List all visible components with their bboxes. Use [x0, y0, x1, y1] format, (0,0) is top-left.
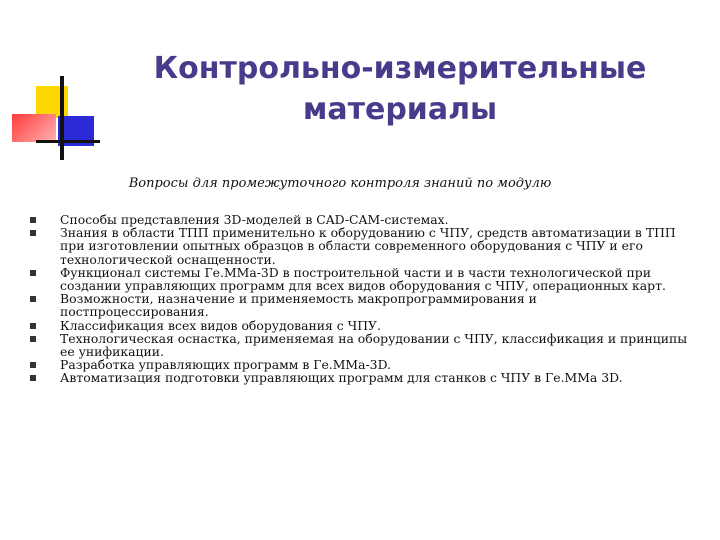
slide-title: Контрольно-измерительные материалы [153, 51, 647, 127]
slide-subtitle: Вопросы для промежуточного контроля знаний по модулю [128, 176, 552, 191]
vertical-line [60, 76, 64, 160]
bullet-square-icon [30, 375, 36, 381]
list-item [28, 332, 688, 358]
horizontal-line [36, 140, 100, 143]
bullet-square-icon [30, 336, 36, 342]
list-item [28, 266, 688, 292]
list-item-text: Знания в области ТПП применительно к оборудованию с ЧПУ, средств автоматизации в ТПП при изготовлении опытных образцов в области современного оборудования с ЧПУ и его технологической оснащенности. [60, 225, 676, 267]
list-item-text: Классификация всех видов оборудования с ЧПУ. [60, 317, 381, 333]
list-item-text: Функционал системы Ге.ММа-3D в построительной части и в части технологической при создании управляющих программ для всех видов оборудования с ЧПУ, операционных карт. [60, 264, 666, 294]
list-item-text: Разработка управляющих программ в Ге.ММа-3D. [60, 357, 391, 373]
list-item [28, 292, 688, 318]
list-item-text: Возможности, назначение и применяемость макропрограммирования и постпроцессирования. [60, 291, 537, 320]
list-item-text: Технологическая оснастка, применяемая на оборудовании с ЧПУ, классификация и принципы ее унификации. [60, 330, 688, 360]
bullet-square-icon [30, 270, 36, 276]
bullet-square-icon [30, 362, 36, 368]
bullet-square-icon [30, 323, 36, 329]
bullet-square-icon [30, 217, 36, 223]
list-item [28, 226, 688, 266]
red-square [12, 114, 56, 142]
bullet-square-icon [30, 296, 36, 302]
list-item [28, 371, 688, 384]
bullet-list [28, 213, 688, 385]
bullet-square-icon [30, 230, 36, 236]
list-item-text: Способы представления 3D-моделей в CAD-CAM-системах. [60, 212, 449, 227]
decorative-logo [0, 0, 110, 170]
list-item-text: Автоматизация подготовки управляющих программ для станков с ЧПУ в Ге.ММа 3D. [60, 370, 623, 386]
